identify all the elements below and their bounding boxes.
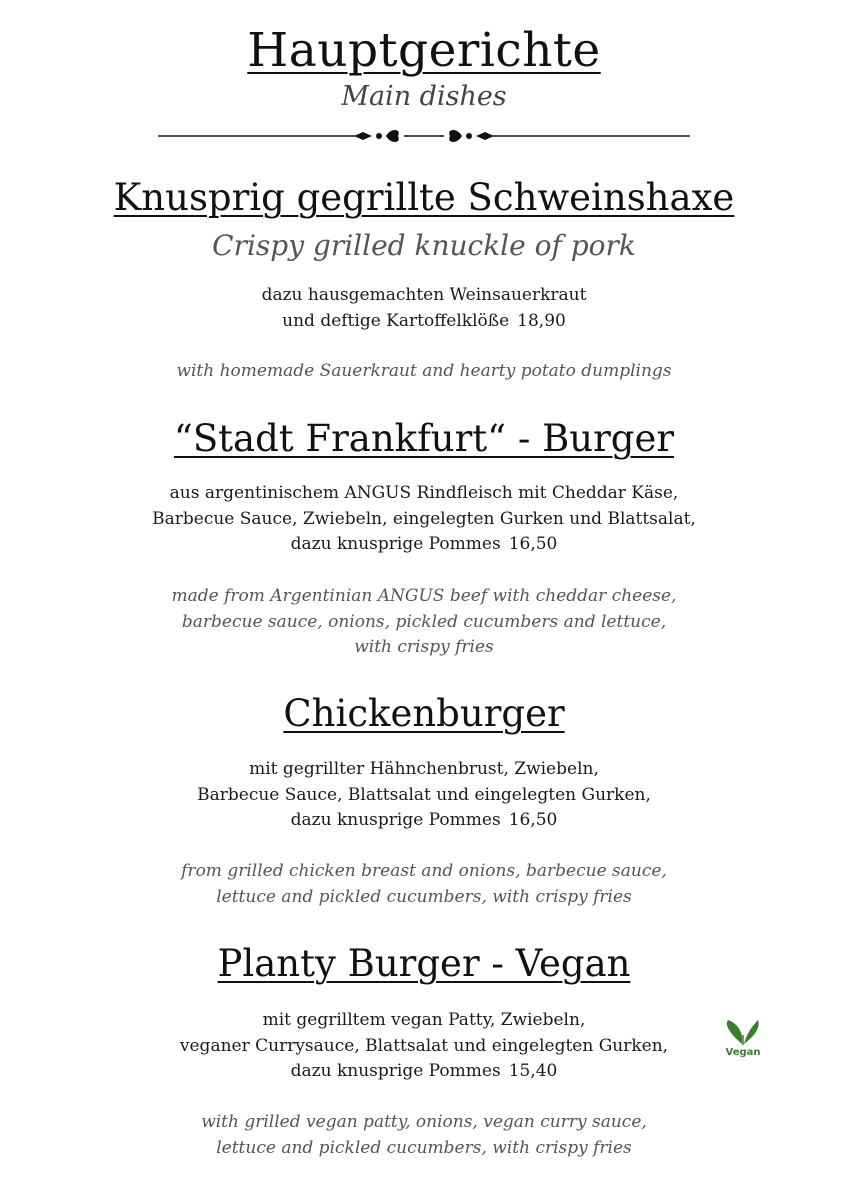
dish-description-english (0, 859, 848, 910)
description-line: with grilled vegan patty, onions, vegan curry sauce, (201, 1112, 647, 1132)
description-line: dazu knusprige Pommes 15,40 (290, 1061, 558, 1081)
description-line: barbecue sauce, onions, pickled cucumbers and lettuce, (181, 611, 667, 632)
vegan-badge (720, 1018, 766, 1062)
dish-price: 15,40 (508, 1061, 558, 1081)
dish-title: “Stadt Frankfurt“ - Burger (173, 417, 675, 460)
description-line: mit gegrilltem vegan Patty, Zwiebeln, (262, 1010, 586, 1030)
vegan-label: Vegan (725, 1047, 761, 1058)
dish-description-english (0, 359, 848, 385)
dish-description-german (0, 481, 848, 558)
dish-price: 16,50 (508, 534, 558, 554)
description-line: Barbecue Sauce, Zwiebeln, eingelegten Gurken und Blattsalat, (152, 508, 696, 529)
description-line: dazu hausgemachten Weinsauerkraut (261, 285, 587, 305)
description-line: dazu knusprige Pommes 16,50 (290, 810, 558, 830)
description-line: veganer Currysauce, Blattsalat und eingelegten Gurken, (179, 1035, 669, 1056)
page-subtitle: Main dishes (341, 81, 507, 112)
description-line: with homemade Sauerkraut and hearty potato dumplings (176, 361, 672, 381)
dish-description-german (0, 757, 848, 834)
description-line: from grilled chicken breast and onions, barbecue sauce, (181, 861, 667, 881)
leaf-icon (726, 1018, 760, 1046)
description-line: und deftige Kartoffelklöße 18,90 (282, 310, 566, 331)
dish-title: Knusprig gegrillte Schweinshaxe (113, 176, 735, 219)
dish-price: 16,50 (508, 810, 558, 830)
dish-price: 18,90 (517, 310, 566, 331)
dish-description-english (0, 1110, 848, 1161)
description-line: mit gegrillter Hähnchenbrust, Zwiebeln, (249, 759, 599, 779)
description-line: with crispy fries (354, 637, 494, 657)
ornament-divider-icon (158, 124, 690, 148)
description-line: Barbecue Sauce, Blattsalat und eingelegten Gurken, (197, 784, 651, 805)
description-line: lettuce and pickled cucumbers, with crispy fries (216, 886, 632, 907)
dish-english-title: Crispy grilled knuckle of pork (212, 229, 636, 262)
dish-description-english (0, 584, 848, 661)
page-title: Hauptgerichte (247, 23, 601, 78)
dish-title: Chickenburger (283, 692, 565, 735)
description-line: dazu knusprige Pommes 16,50 (290, 534, 558, 554)
description-line: made from Argentinian ANGUS beef with cheddar cheese, (171, 586, 677, 606)
description-line: lettuce and pickled cucumbers, with crispy fries (216, 1137, 632, 1158)
dish-description-german (0, 283, 848, 334)
dish-title: Planty Burger - Vegan (217, 942, 631, 985)
description-line: aus argentinischem ANGUS Rindfleisch mit Cheddar Käse, (169, 483, 679, 503)
